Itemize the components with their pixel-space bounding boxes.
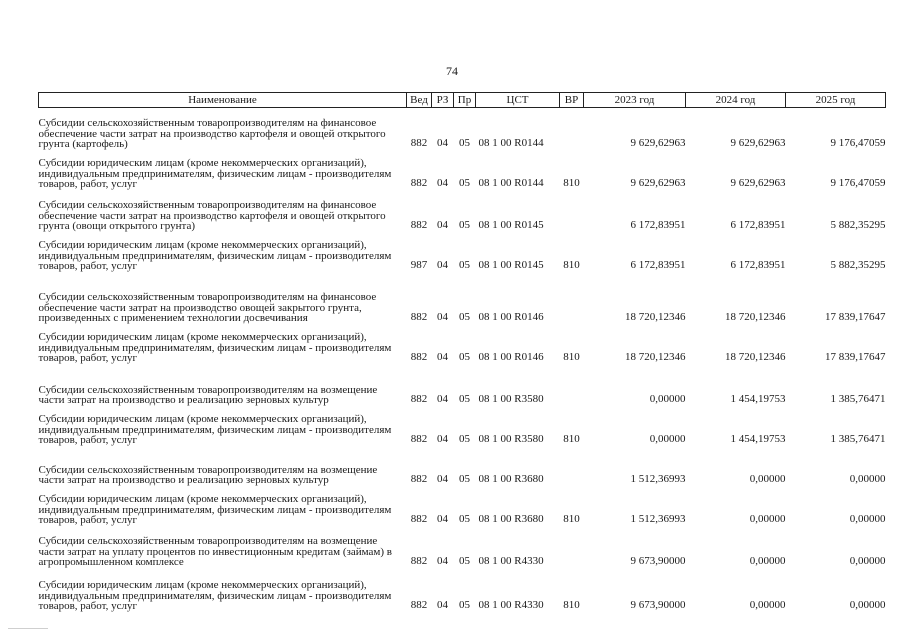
cell-cst: 08 1 00 R4330 <box>478 599 544 611</box>
header-pr: Пр <box>454 93 476 108</box>
cell-pr: 05 <box>459 393 470 405</box>
header-ved: Вед <box>407 93 432 108</box>
cell-2023: 18 720,12346 <box>625 351 686 363</box>
cell-2025: 5 882,35295 <box>830 259 886 271</box>
cell-2024: 6 172,83951 <box>730 219 786 231</box>
cell-2023: 0,00000 <box>649 433 686 445</box>
cell-2024: 9 629,62963 <box>730 137 786 149</box>
cell-2023: 9 673,90000 <box>630 599 686 611</box>
cell-2023: 9 629,62963 <box>630 177 686 189</box>
table-row <box>39 324 886 364</box>
cell-2024: 0,00000 <box>749 513 786 525</box>
cell-pr: 05 <box>459 555 470 567</box>
header-name: Наименование <box>39 93 407 108</box>
cell-2023: 6 172,83951 <box>630 219 686 231</box>
cell-vr <box>560 272 584 324</box>
cell-cst: 08 1 00 R3680 <box>478 513 544 525</box>
table-row <box>39 406 886 446</box>
header-2024: 2024 год <box>686 93 786 108</box>
cell-rz: 04 <box>437 555 448 567</box>
cell-2023: 0,00000 <box>649 393 686 405</box>
cell-2025: 0,00000 <box>849 555 886 567</box>
cell-pr: 05 <box>459 219 470 231</box>
header-2025: 2025 год <box>786 93 886 108</box>
cell-name: Субсидии сельскохозяйственным товаропроизводителям на финансовое обеспечение части затрат на производство картофеля и овощей открытого грунта (овощи открытого грунта) <box>38 199 386 232</box>
cell-name: Субсидии юридическим лицам (кроме некоммерческих организаций), индивидуальным предпринимателям, физическим лицам - производителям товаров, работ, услуг <box>38 493 392 526</box>
cell-vr <box>560 108 584 150</box>
cell-rz: 04 <box>437 433 448 445</box>
cell-2024: 18 720,12346 <box>725 311 786 323</box>
cell-2024: 1 454,19753 <box>730 393 786 405</box>
cell-name: Субсидии сельскохозяйственным товаропроизводителям на финансовое обеспечение части затрат на производство картофеля и овощей открытого грунта (картофель) <box>38 117 386 150</box>
cell-name: Субсидии сельскохозяйственным товаропроизводителям на возмещение части затрат на производство и реализацию зерновых культур <box>38 463 378 486</box>
cell-name: Субсидии юридическим лицам (кроме некоммерческих организаций), индивидуальным предпринимателям, физическим лицам - производителям товаров, работ, услуг <box>38 413 392 446</box>
table-body <box>39 108 886 612</box>
cell-2023: 18 720,12346 <box>625 311 686 323</box>
cell-pr: 05 <box>459 473 470 485</box>
cell-ved: 882 <box>410 311 428 323</box>
cell-vr: 810 <box>563 351 580 363</box>
table-row <box>39 232 886 272</box>
header-cst: ЦСТ <box>476 93 560 108</box>
cell-cst: 08 1 00 R0146 <box>478 311 544 323</box>
header-2023: 2023 год <box>584 93 686 108</box>
cell-vr: 810 <box>563 433 580 445</box>
cell-pr: 05 <box>459 137 470 149</box>
cell-rz: 04 <box>437 473 448 485</box>
cell-pr: 05 <box>459 599 470 611</box>
cell-2025: 1 385,76471 <box>830 393 886 405</box>
cell-ved: 882 <box>410 137 428 149</box>
cell-ved: 882 <box>410 555 428 567</box>
cell-pr: 05 <box>459 311 470 323</box>
cell-ved: 882 <box>410 351 428 363</box>
table-row <box>39 150 886 190</box>
cell-2025: 9 176,47059 <box>830 177 886 189</box>
cell-cst: 08 1 00 R3580 <box>478 433 544 445</box>
cell-cst: 08 1 00 R0144 <box>478 137 544 149</box>
cell-2023: 6 172,83951 <box>630 259 686 271</box>
cell-2025: 5 882,35295 <box>830 219 886 231</box>
cell-vr: 810 <box>563 513 580 525</box>
cell-pr: 05 <box>459 513 470 525</box>
table-row <box>39 486 886 526</box>
table-row <box>39 568 886 612</box>
cell-rz: 04 <box>437 513 448 525</box>
cell-rz: 04 <box>437 393 448 405</box>
cell-2024: 1 454,19753 <box>730 433 786 445</box>
table-row <box>39 446 886 486</box>
cell-2024: 0,00000 <box>749 599 786 611</box>
cell-cst: 08 1 00 R0144 <box>478 177 544 189</box>
cell-name: Субсидии юридическим лицам (кроме некоммерческих организаций), индивидуальным предпринимателям, физическим лицам - производителям товаров, работ, услуг <box>38 239 392 272</box>
cell-2025: 0,00000 <box>849 473 886 485</box>
cell-2023: 9 629,62963 <box>630 137 686 149</box>
cell-ved: 882 <box>410 513 428 525</box>
budget-table <box>38 92 886 612</box>
cell-name: Субсидии сельскохозяйственным товаропроизводителям на финансовое обеспечение части затрат на производство овощей закрытого грунта, произведенных с применением технологии досвечивания <box>38 291 377 324</box>
cell-pr: 05 <box>459 259 470 271</box>
cell-rz: 04 <box>437 311 448 323</box>
page-number: 74 <box>446 64 458 78</box>
cell-rz: 04 <box>437 177 448 189</box>
header-vr: ВР <box>560 93 584 108</box>
cell-pr: 05 <box>459 433 470 445</box>
cell-2025: 1 385,76471 <box>830 433 886 445</box>
cell-ved: 882 <box>410 219 428 231</box>
header-rz: РЗ <box>432 93 454 108</box>
cell-name: Субсидии юридическим лицам (кроме некоммерческих организаций), индивидуальным предпринимателям, физическим лицам - производителям товаров, работ, услуг <box>38 331 392 364</box>
cell-2024: 18 720,12346 <box>725 351 786 363</box>
cell-2023: 9 673,90000 <box>630 555 686 567</box>
cell-2024: 9 629,62963 <box>730 177 786 189</box>
cell-cst: 08 1 00 R0146 <box>478 351 544 363</box>
cell-2023: 1 512,36993 <box>630 473 686 485</box>
cell-name: Субсидии юридическим лицам (кроме некоммерческих организаций), индивидуальным предпринимателям, физическим лицам - производителям товаров, работ, услуг <box>38 157 392 190</box>
cell-pr: 05 <box>459 177 470 189</box>
cell-2024: 6 172,83951 <box>730 259 786 271</box>
scan-crop-mark <box>8 628 48 629</box>
cell-ved: 882 <box>410 473 428 485</box>
table-row <box>39 526 886 568</box>
cell-ved: 882 <box>410 433 428 445</box>
cell-pr: 05 <box>459 351 470 363</box>
cell-cst: 08 1 00 R4330 <box>478 555 544 567</box>
cell-cst: 08 1 00 R0145 <box>478 219 544 231</box>
cell-2025: 0,00000 <box>849 599 886 611</box>
table-header-row <box>39 93 886 108</box>
cell-rz: 04 <box>437 599 448 611</box>
cell-ved: 882 <box>410 393 428 405</box>
table-row <box>39 272 886 324</box>
table-row <box>39 364 886 406</box>
cell-vr: 810 <box>563 259 580 271</box>
cell-rz: 04 <box>437 137 448 149</box>
cell-cst: 08 1 00 R3680 <box>478 473 544 485</box>
cell-ved: 882 <box>410 177 428 189</box>
cell-rz: 04 <box>437 351 448 363</box>
cell-vr: 810 <box>563 599 580 611</box>
cell-vr <box>560 446 584 486</box>
cell-name: Субсидии сельскохозяйственным товаропроизводителям на возмещение части затрат на производство и реализацию зерновых культур <box>38 383 378 406</box>
cell-2024: 0,00000 <box>749 555 786 567</box>
table-row <box>39 108 886 150</box>
cell-2025: 9 176,47059 <box>830 137 886 149</box>
cell-2023: 1 512,36993 <box>630 513 686 525</box>
cell-2025: 0,00000 <box>849 513 886 525</box>
cell-2025: 17 839,17647 <box>825 351 886 363</box>
cell-vr <box>560 190 584 232</box>
cell-rz: 04 <box>437 259 448 271</box>
cell-cst: 08 1 00 R3580 <box>478 393 544 405</box>
cell-ved: 882 <box>410 599 428 611</box>
cell-ved: 987 <box>410 259 428 271</box>
table-row <box>39 190 886 232</box>
cell-2024: 0,00000 <box>749 473 786 485</box>
cell-vr: 810 <box>563 177 580 189</box>
cell-rz: 04 <box>437 219 448 231</box>
cell-vr <box>560 364 584 406</box>
cell-2025: 17 839,17647 <box>825 311 886 323</box>
cell-name: Субсидии юридическим лицам (кроме некоммерческих организаций), индивидуальным предпринимателям, физическим лицам - производителям товаров, работ, услуг <box>38 579 392 612</box>
cell-name: Субсидии сельскохозяйственным товаропроизводителям на возмещение части затрат на уплату процентов по инвестиционным кредитам (займам) в агропромышленном комплексе <box>38 535 392 568</box>
cell-vr <box>560 526 584 568</box>
cell-cst: 08 1 00 R0145 <box>478 259 544 271</box>
